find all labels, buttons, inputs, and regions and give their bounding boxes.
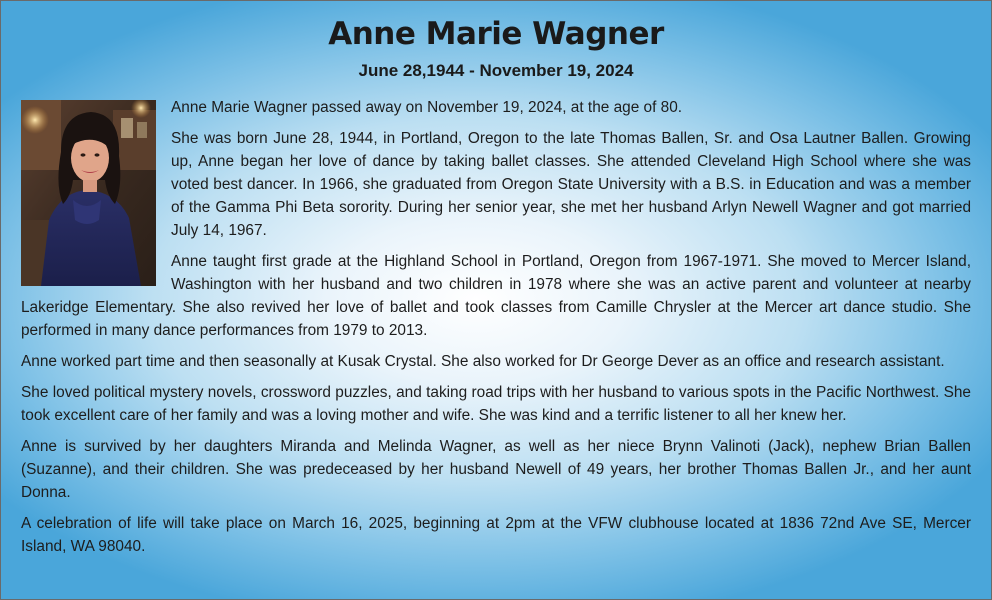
paragraph-career: Anne taught first grade at the Highland School in Portland, Oregon from 1967-1971. She moved to Mercer Island, Washington with her husband and two children in 1978 where she was an active parent and volunteer at nearby Lakeridge Elementary. She also revived her love of ballet and took classes from Camille Chrysler at the Mercer art dance studio. She performed in many dance performances from 1979 to 2013.: [21, 253, 971, 339]
paragraph-interests: She loved political mystery novels, crossword puzzles, and taking road trips with her husband to various spots in the Pacific Northwest. She took excellent care of her family and was a loving mother and wife. She was kind and a terrific listener to all her knew her.: [21, 384, 971, 424]
photo-spacer: [21, 96, 156, 286]
obituary-body: [21, 96, 971, 566]
paragraph-passing: Anne Marie Wagner passed away on November 19, 2024, at the age of 80.: [171, 99, 683, 116]
obituary-name: Anne Marie Wagner: [328, 16, 664, 52]
paragraph-celebration: A celebration of life will take place on March 16, 2025, beginning at 2pm at the VFW clubhouse located at 1836 72nd Ave SE, Mercer Island, WA 98040.: [21, 515, 971, 555]
life-dates: June 28,1944 - November 19, 2024: [358, 61, 634, 80]
paragraph-work: Anne worked part time and then seasonally at Kusak Crystal. She also worked for Dr George Dever as an office and research assistant.: [21, 353, 945, 370]
paragraph-survivors: Anne is survived by her daughters Miranda and Melinda Wagner, as well as her niece Brynn Valinoti (Jack), nephew Brian Ballen (Suzanne), and their children. She was predeceased by her husband Newell of 49 years, her brother Thomas Ballen Jr., and her aunt Donna.: [21, 438, 971, 501]
paragraph-early-life: She was born June 28, 1944, in Portland, Oregon to the late Thomas Ballen, Sr. and Osa Lautner Ballen. Growing up, Anne began her love of dance by taking ballet classes. She attended Cleveland High School where she was voted best dancer. In 1966, she graduated from Oregon State University with a B.S. in Education and was a member of the Gamma Phi Beta sorority. During her senior year, she met her husband Arlyn Newell Wagner and got married July 14, 1967.: [171, 130, 971, 239]
